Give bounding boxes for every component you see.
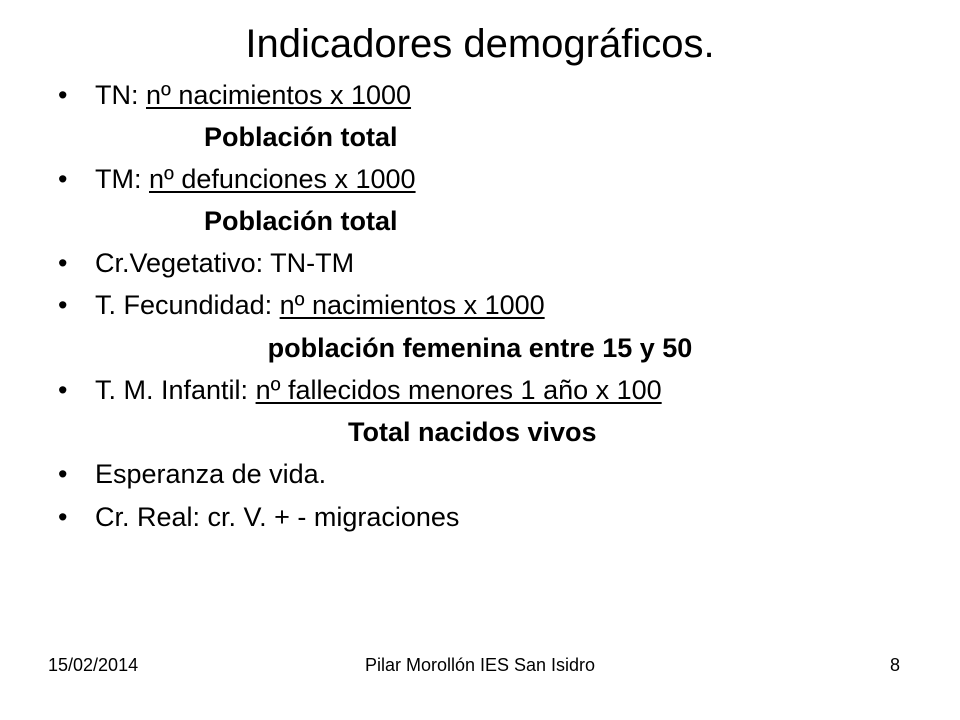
esperanza-vida-text: Esperanza de vida. <box>95 459 327 489</box>
tn-label: TN: <box>95 80 146 110</box>
bullet-marker: • <box>58 80 68 110</box>
fecundidad-denominator <box>0 331 960 365</box>
footer-date: 15/02/2014 <box>48 655 139 675</box>
tn-denominator <box>204 120 398 154</box>
footer-author: Pilar Morollón IES San Isidro <box>364 655 596 675</box>
bullet-marker: • <box>58 290 68 320</box>
bullet-item-esperanza-vida <box>58 457 326 491</box>
footer-page-number: 8 <box>889 655 900 675</box>
crecimiento-vegetativo-text: Cr.Vegetativo: TN-TM <box>95 248 355 278</box>
tm-denominator <box>204 204 398 238</box>
fecundidad-label: T. Fecundidad: <box>95 290 280 320</box>
bullet-item-tm <box>58 162 416 196</box>
mortalidad-infantil-denominator <box>348 415 597 449</box>
mortalidad-infantil-numerator: nº fallecidos menores 1 año x 100 <box>255 375 662 405</box>
bullet-item-crecimiento-vegetativo <box>58 246 354 280</box>
fecundidad-numerator: nº nacimientos x 1000 <box>279 290 545 320</box>
tm-denominator-text: Población total <box>204 206 398 236</box>
mortalidad-infantil-denominator-text: Total nacidos vivos <box>348 417 597 447</box>
tn-denominator-text: Población total <box>204 122 398 152</box>
bullet-item-crecimiento-real <box>58 500 459 534</box>
tn-numerator: nº nacimientos x 1000 <box>146 80 412 110</box>
bullet-marker: • <box>58 164 68 194</box>
slide-title: Indicadores demográficos. <box>245 22 715 66</box>
bullet-item-fecundidad <box>58 288 545 322</box>
bullet-item-mortalidad-infantil <box>58 373 662 407</box>
crecimiento-real-text: Cr. Real: cr. V. + - migraciones <box>95 502 460 532</box>
mortalidad-infantil-label: T. M. Infantil: <box>95 375 256 405</box>
bullet-marker: • <box>58 459 68 489</box>
bullet-marker: • <box>58 248 68 278</box>
fecundidad-denominator-text: población femenina entre 15 y 50 <box>267 333 693 363</box>
bullet-marker: • <box>58 375 68 405</box>
bullet-item-tn <box>58 78 411 112</box>
tm-label: TM: <box>95 164 149 194</box>
bullet-marker: • <box>58 502 68 532</box>
tm-numerator: nº defunciones x 1000 <box>149 164 416 194</box>
